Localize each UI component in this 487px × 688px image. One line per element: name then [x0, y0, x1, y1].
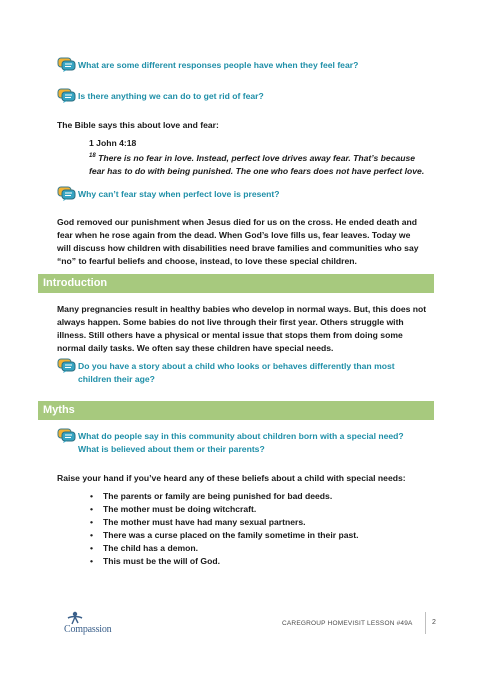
section-header-introduction — [38, 274, 434, 293]
bullet-icon: • — [90, 530, 94, 540]
list-item — [90, 516, 359, 529]
paragraph-gospel — [57, 216, 437, 268]
beliefs-list — [90, 490, 359, 568]
paragraph-line: God removed our punishment when Jesus died for us on the cross. He ended death and — [57, 217, 418, 227]
bullet-icon: • — [90, 491, 94, 501]
question-text: Why can’t fear stay when perfect love is present? — [78, 189, 280, 199]
paragraph-line: “no” to fearful beliefs and choose, instead, to love these special children. — [57, 256, 357, 266]
discussion-bubbles-icon — [57, 88, 76, 103]
bible-reference: 1 John 4:18 — [89, 138, 137, 148]
question-line: Do you have a story about a child who looks or behaves differently than most — [78, 361, 395, 371]
paragraph-line: fear when he rose again from the dead. When God’s love fills us, fear leaves. Today we — [57, 230, 411, 240]
bullet-icon: • — [90, 504, 94, 514]
bible-intro: The Bible says this about love and fear: — [57, 120, 219, 130]
verse-number: 18 — [89, 153, 96, 159]
question-line: What is believed about them or their parents? — [78, 444, 265, 454]
discussion-bubbles-icon — [57, 428, 76, 443]
paragraph-introduction — [57, 303, 437, 355]
question-4 — [57, 360, 395, 386]
paragraph-line: always happen. Some babies do not live through their first year. Others struggle with — [57, 317, 404, 327]
paragraph-line: illness. Still others have a physical or mental issue that stops them from doing some — [57, 330, 403, 340]
list-item-text: The child has a demon. — [103, 543, 199, 553]
discussion-bubbles-icon — [57, 186, 76, 201]
verse-line: There is no fear in love. Instead, perfect love drives away fear. That’s because — [95, 152, 416, 163]
paragraph-beliefs-intro: Raise your hand if you’ve heard any of these beliefs about a child with special needs: — [57, 473, 406, 483]
question-5 — [57, 430, 404, 456]
bullet-icon: • — [90, 517, 94, 527]
list-item-text: The mother must have had many sexual partners. — [103, 517, 306, 527]
question-text — [78, 430, 404, 456]
footer-divider — [425, 612, 426, 634]
list-item — [90, 490, 359, 503]
list-item-text: This must be the will of God. — [103, 556, 220, 566]
list-item — [90, 555, 359, 568]
bible-verse — [89, 150, 429, 178]
bullet-icon: • — [90, 543, 94, 553]
paragraph-line: normal daily tasks. We often say these children have special needs. — [57, 343, 334, 353]
section-title: Introduction — [43, 277, 108, 289]
question-text: What are some different responses people have when they feel fear? — [78, 60, 359, 70]
list-item — [90, 529, 359, 542]
question-2 — [57, 90, 264, 103]
question-text: Is there anything we can do to get rid of fear? — [78, 91, 264, 101]
verse-line: fear has to do with being punished. The one who fears does not have perfect love. — [89, 165, 425, 176]
question-1 — [57, 59, 358, 72]
logo-wordmark: Compassion — [64, 624, 112, 635]
section-header-myths — [38, 401, 434, 420]
question-line: What do people say in this community about children born with a special need? — [78, 431, 404, 441]
paragraph-line: will discuss how children with disabilities need brave families and communities who say — [57, 243, 419, 253]
question-3 — [57, 188, 280, 201]
discussion-bubbles-icon — [57, 57, 76, 72]
question-line: children their age? — [78, 374, 155, 384]
bullet-icon: • — [90, 556, 94, 566]
list-item — [90, 542, 359, 555]
section-title: Myths — [43, 404, 75, 416]
list-item — [90, 503, 359, 516]
discussion-bubbles-icon — [57, 358, 76, 373]
paragraph-line: Many pregnancies result in healthy babies who develop in normal ways. But, this does not — [57, 304, 427, 314]
question-text — [78, 360, 395, 386]
page-number: 2 — [432, 619, 436, 626]
footer-lesson: CAREGROUP HOMEVISIT LESSON #49A — [282, 620, 413, 627]
list-item-text: The mother must be doing witchcraft. — [103, 504, 257, 514]
list-item-text: There was a curse placed on the family sometime in their past. — [103, 530, 359, 540]
list-item-text: The parents or family are being punished for bad deeds. — [103, 491, 333, 501]
